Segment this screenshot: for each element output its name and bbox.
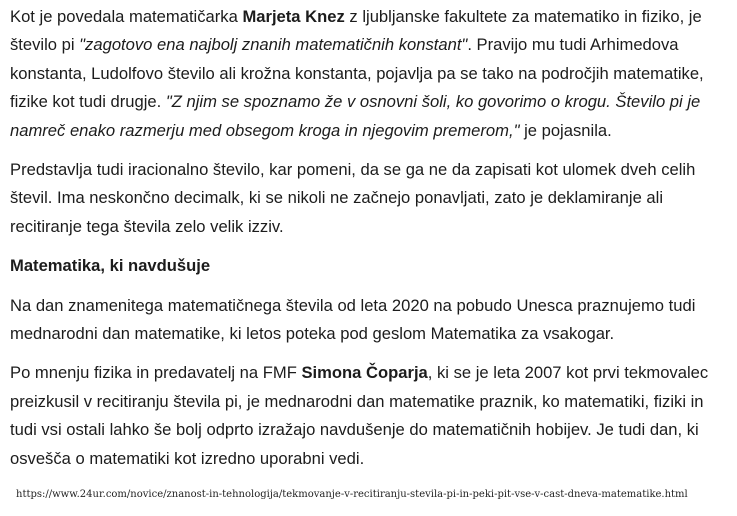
source-url: https://www.24ur.com/novice/znanost-in-tehnologija/tekmovanje-v-recitiranju-stevila-pi-in-peki-pit-vse-v-cast-dneva-matematike.html (16, 489, 688, 500)
intro-text-3: . Pravijo mu tudi Arhimedova konstanta, Ludolfovo število ali krožna konstanta, pojavlja pa se tako na področjih matematike, fizike kot tudi drugje. (10, 35, 704, 112)
coparja-text-2: , ki se je leta 2007 kot prvi tekmovalec preizkusil v recitiranju števila pi, je mednarodni dan matematike praznik, ko matematiki, fiziki in tudi vsi ostali lahko še bolj odprto izražajo navdušenje do matematičnih hobijev. Je tudi dan, ki osvešča o matematiki kot izredno uporabni vedi. (10, 363, 709, 468)
paragraph-coparja (10, 359, 732, 473)
quote-constant: "zagotovo ena najbolj znanih matematičnih konstant" (79, 35, 468, 55)
person-name-simona-coparja: Simona Čoparja (301, 363, 428, 383)
coparja-text-1: Po mnenju fizika in predavatelj na FMF (10, 363, 302, 383)
intro-text-2: z ljubljanske fakultete za matematiko in fiziko, je število pi (10, 7, 702, 55)
person-name-marjeta-knez: Marjeta Knez (242, 7, 345, 26)
paragraph-intro (10, 3, 732, 145)
paragraph-math-day: Na dan znamenitega matematičnega števila od leta 2020 na pobudo Unesca praznujemo tudi mednarodni dan matematike, ki letos poteka pod geslom Matematika za vsakogar. (10, 295, 696, 344)
article-body (10, 3, 732, 484)
intro-text-1: Kot je povedala matematičarka (10, 7, 243, 26)
section-heading: Matematika, ki navdušuje (10, 256, 211, 276)
quote-circle: "Z njim se spoznamo že v osnovni šoli, ko govorimo o krogu. Število pi je namreč enako razmerju med obsegom kroga in njegovim premerom," (10, 92, 701, 140)
intro-text-4: je pojasnila. (519, 120, 612, 140)
paragraph-irrational: Predstavlja tudi iracionalno število, kar pomeni, da se ga ne da zapisati kot ulomek dveh celih števil. Ima neskončno decimalk, ki se nikoli ne začnejo ponavljati, zato je deklamiranje ali recitiranje tega števila zelo velik izziv. (10, 160, 696, 236)
